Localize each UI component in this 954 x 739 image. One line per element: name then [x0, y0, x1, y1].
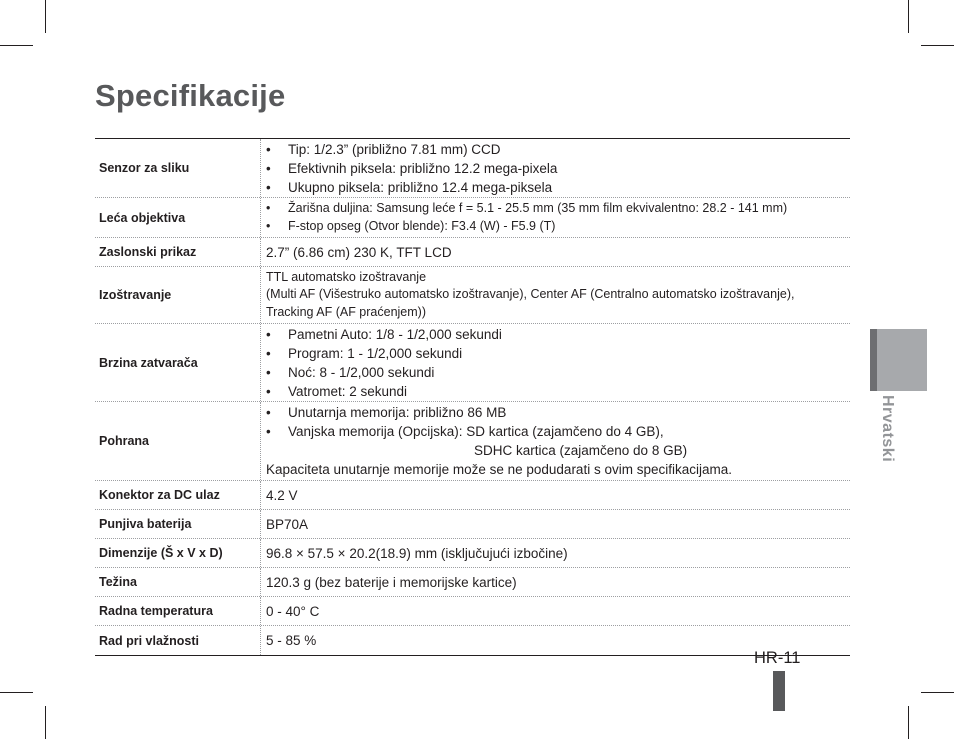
spec-label: Konektor za DC ulaz — [95, 481, 261, 509]
crop-mark — [908, 0, 909, 33]
spec-row-dc — [95, 481, 850, 510]
spec-table — [95, 138, 850, 656]
crop-mark — [908, 706, 909, 739]
spec-value: 2.7” (6.86 cm) 230 K, TFT LCD — [266, 244, 452, 260]
spec-label: Brzina zatvarača — [95, 324, 261, 401]
list-item: • Efektivnih piksela: približno 12.2 mega-pixela — [266, 160, 558, 176]
spec-value — [261, 139, 850, 197]
list-item: • Program: 1 - 1/2,000 sekundi — [266, 345, 463, 361]
spec-label: Izoštravanje — [95, 267, 261, 323]
language-tab-label: Hrvatski — [879, 395, 896, 463]
spec-row-fokus — [95, 267, 850, 324]
spec-row-tezina — [95, 568, 850, 597]
page-number-bar — [773, 671, 785, 711]
storage-note: Kapaciteta unutarnje memorije može se ne podudarati s ovim specifikacijama. — [266, 462, 732, 477]
spec-label: Radna temperatura — [95, 597, 261, 625]
language-tab — [870, 329, 927, 391]
crop-mark — [921, 45, 954, 46]
spec-label: Dimenzije (Š x V x D) — [95, 539, 261, 567]
spec-row-vlaznost — [95, 626, 850, 655]
spec-value — [261, 402, 850, 480]
list-item: • F-stop opseg (Otvor blende): F3.4 (W) - F5.9 (T) — [266, 218, 556, 233]
spec-label: Leća objektiva — [95, 198, 261, 237]
spec-row-temperatura — [95, 597, 850, 626]
spec-row-dimenzije — [95, 539, 850, 568]
spec-label: Senzor za sliku — [95, 139, 261, 197]
list-item: • Vanjska memorija (Opcijska): SD kartica (zajamčeno do 4 GB), — [266, 424, 664, 439]
list-item: • Ukupno piksela: približno 12.4 mega-piksela — [266, 179, 553, 195]
text-line: (Multi AF (Višestruko automatsko izoštravanje), Center AF (Centralno automatsko izoštravanje), — [266, 287, 795, 302]
spec-value — [261, 198, 850, 237]
spec-row-zaslon — [95, 238, 850, 267]
list-item: • Tip: 1/2.3” (približno 7.81 mm) CCD — [266, 141, 501, 157]
crop-mark — [0, 692, 33, 693]
spec-row-pohrana — [95, 402, 850, 481]
spec-value: 0 - 40° C — [266, 603, 320, 619]
list-item: • Pametni Auto: 1/8 - 1/2,000 sekundi — [266, 326, 502, 342]
spec-row-leca — [95, 198, 850, 238]
crop-mark — [921, 692, 954, 693]
spec-row-zatvarac — [95, 324, 850, 402]
spec-label: Pohrana — [95, 402, 261, 480]
text-line: TTL automatsko izoštravanje — [266, 269, 427, 284]
text-line: Tracking AF (AF praćenjem)) — [266, 304, 426, 319]
spec-value: 96.8 × 57.5 × 20.2(18.9) mm (isključujući izbočine) — [266, 545, 568, 561]
list-item: • Vatromet: 2 sekundi — [266, 383, 408, 399]
spec-value — [261, 324, 850, 401]
spec-label: Rad pri vlažnosti — [95, 626, 261, 655]
crop-mark — [45, 0, 46, 33]
page-title: Specifikacije — [95, 78, 286, 113]
spec-row-baterija — [95, 510, 850, 539]
page-number: HR-11 — [754, 649, 801, 667]
spec-label: Zaslonski prikaz — [95, 238, 261, 266]
spec-value — [261, 267, 850, 323]
crop-mark — [45, 706, 46, 739]
spec-row-senzor — [95, 139, 850, 198]
spec-value: BP70A — [266, 516, 309, 532]
spec-value: 4.2 V — [266, 487, 298, 503]
spec-label: Težina — [95, 568, 261, 596]
spec-value: 120.3 g (bez baterije i memorijske kartice) — [266, 574, 517, 590]
list-item: • Noć: 8 - 1/2,000 sekundi — [266, 364, 435, 380]
list-item: • Unutarnja memorija: približno 86 MB — [266, 405, 507, 420]
spec-value: 5 - 85 % — [266, 633, 317, 648]
spec-label: Punjiva baterija — [95, 510, 261, 538]
crop-mark — [0, 45, 33, 46]
list-item: • Žarišna duljina: Samsung leće f = 5.1 - 25.5 mm (35 mm film ekvivalentno: 28.2 - 141 mm) — [266, 201, 788, 215]
list-item-continuation: SDHC kartica (zajamčeno do 8 GB) — [474, 443, 688, 458]
